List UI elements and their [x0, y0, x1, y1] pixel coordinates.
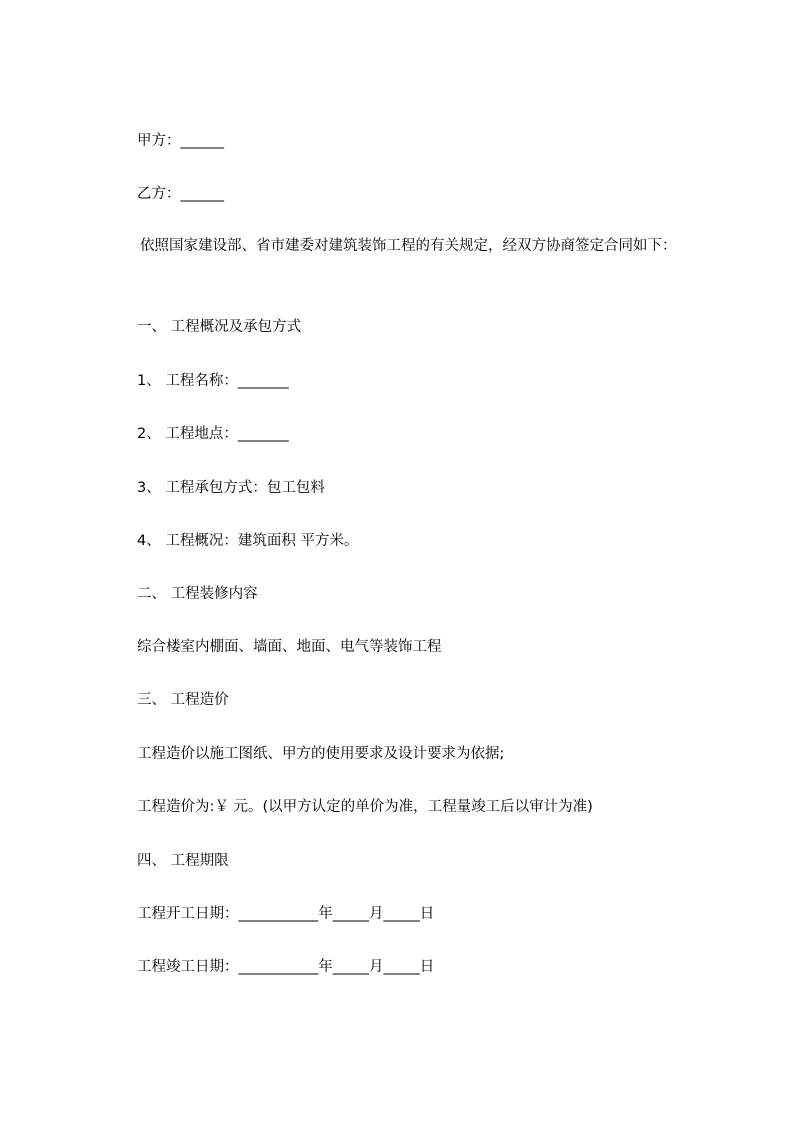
party-b-line: 乙方：______	[137, 186, 224, 202]
section-1-item-2: 2、 工程地点：_______	[137, 426, 289, 442]
section-1-item-1: 1、 工程名称：_______	[137, 373, 289, 389]
section-3-heading: 三、 工程造价	[137, 692, 229, 708]
section-1-item-3: 3、 工程承包方式：包工包料	[137, 480, 325, 496]
intro-paragraph	[108, 230, 708, 262]
section-3-body-2: 工程造价为:￥ 元。(以甲方认定的单价为准，工程量竣工后以审计为准)	[137, 799, 593, 815]
party-a-line: 甲方：______	[137, 133, 224, 149]
section-1-item-4: 4、 工程概况：建筑面积 平方米。	[137, 533, 359, 549]
end-date-line: 工程竣工日期：___________年_____月_____日	[137, 959, 435, 975]
start-date-line: 工程开工日期：___________年_____月_____日	[137, 906, 435, 922]
section-1-heading: 一、 工程概况及承包方式	[137, 319, 302, 335]
section-2-heading: 二、 工程装修内容	[137, 586, 258, 602]
section-2-body: 综合楼室内棚面、墙面、地面、电气等装饰工程	[137, 639, 442, 655]
section-3-body-1: 工程造价以施工图纸、甲方的使用要求及设计要求为依据;	[137, 746, 505, 762]
intro-text: 依照国家建设部、省市建委对建筑装饰工程的有关规定，经双方协商签定合同如下：	[140, 238, 677, 254]
section-4-heading: 四、 工程期限	[137, 853, 229, 869]
